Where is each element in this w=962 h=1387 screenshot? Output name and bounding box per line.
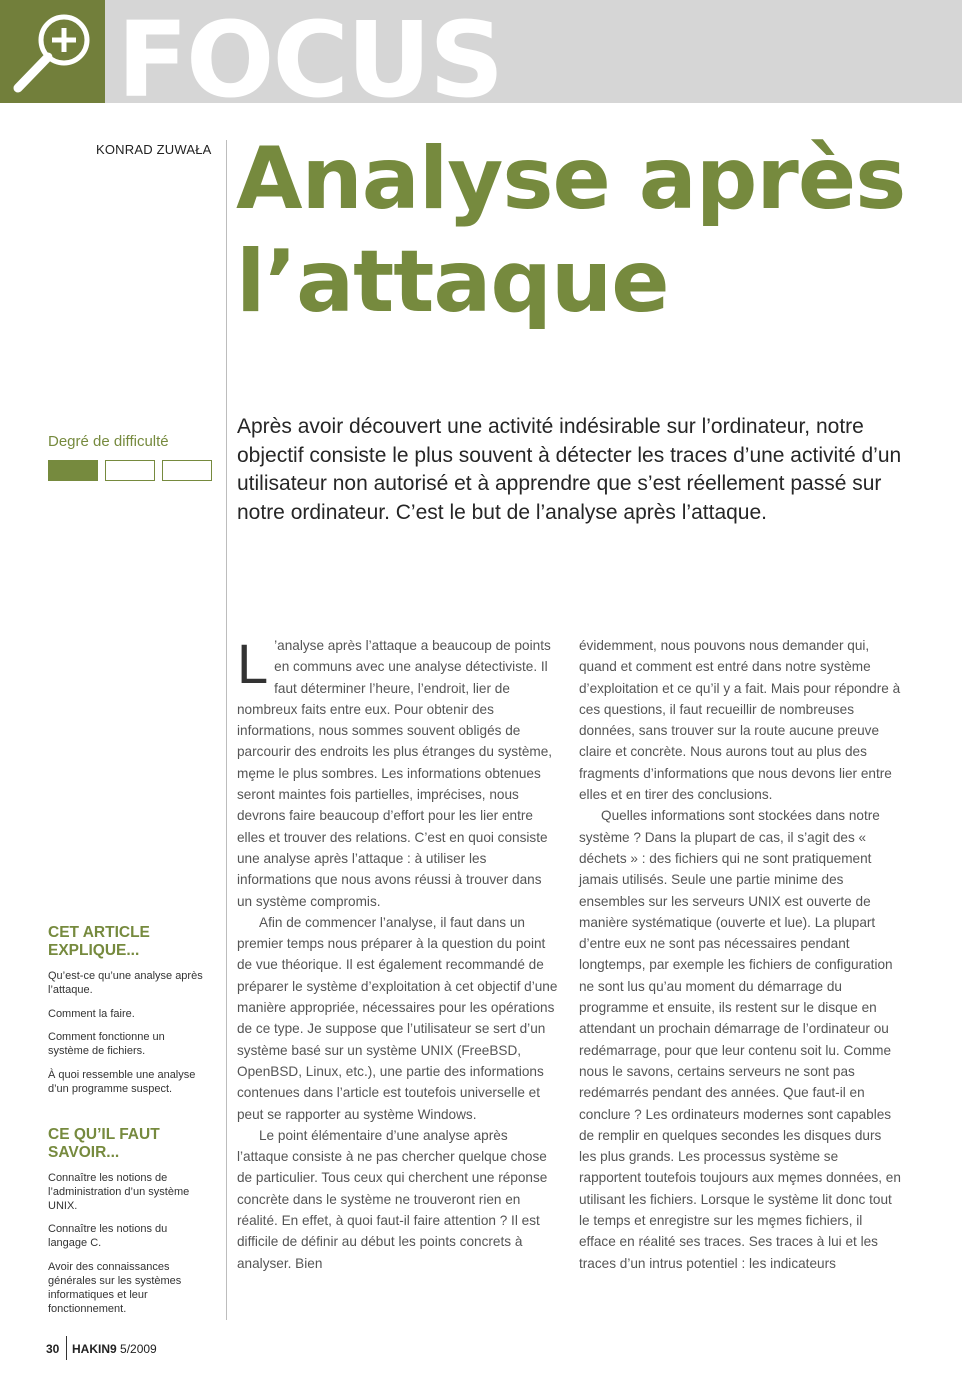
- sidebar-item: Qu’est-ce qu’une analyse après l’attaque.: [48, 970, 203, 996]
- body-column-1: [237, 632, 559, 1274]
- sidebar-item: À quoi ressemble une analyse d’un programme suspect.: [48, 1069, 196, 1095]
- paragraph: Quelles informations sont stockées dans notre système ? Dans la plupart de cas, il s’agit des « déchets » : des fichiers qui ne sont pratiquement jamais utilisés. Seule une partie minime des ensembles sur les serveurs UNIX est ouverte de manière systématique (ouverte et lue). La plupart d’entre eux ne sont pas nécessaires pendant longtemps, par exemple les fichiers de configuration ne sont lus qu’au moment du démarrage du programme et ensuite, ils restent sur le disque en attendant un prochain démarrage de l’ordinateur ou redémarrage, pour que leur contenu soit lu. Comme nous le savons, certains serveurs ne sont pas redémarrés pendant des années. Que faut-il en conclure ? Les ordinateurs modernes sont capables de remplir en quelques secondes les disques durs les plus grands. Les processus système se rapportent toutefois toujours aux mȩmes données, en utilisant les fichiers. Lorsque le système lit donc tout le temps et enregistre sur les mȩmes fichiers, il efface en réalité ses traces. Ses traces à lui et les traces d’un intrus potentiel : les indicateurs: [579, 808, 901, 1271]
- lead-paragraph: Après avoir découvert une activité indésirable sur l’ordinateur, notre objectif consiste le plus souvent à détecter les traces d’une activité d’un utilisateur non autorisé et à apprendre que s’est réellement passé sur notre ordinateur. C’est le but de l’analyse après l’attaque.: [237, 415, 902, 524]
- paragraph-text: ’analyse après l’attaque a beaucoup de points en communs avec une analyse détectiviste. Il faut déterminer l’heure, l’endroit, lier de nombreux faits entre eux. Pour obtenir des informations, nous sommes souvent obligés de parcourir des endroits les plus étranges du système, mȩme le plus sombres. Les informations obtenues seront maintes fois partielles, imprécises, nous devrons faire beaucoup d’effort pour les lier entre elles et trouver des relations. C’est en quoi consiste une analyse après l’attaque : à utiliser les informations que nous avons réussi à trouver dans un système compromis.: [237, 638, 553, 909]
- sidebar-item: Connaître les notions du langage C.: [48, 1223, 168, 1249]
- page-number: 30: [46, 1342, 60, 1356]
- paragraph: [237, 632, 559, 912]
- drop-cap: L: [237, 632, 269, 695]
- section-title: FOCUS: [117, 8, 503, 103]
- sidebar-item: Comment fonctionne un système de fichiers.: [48, 1031, 165, 1057]
- sidebar-item: Avoir des connaissances générales sur les systèmes informatiques et leur fonctionnement.: [48, 1261, 182, 1315]
- author-name: KONRAD ZUWAŁA: [96, 142, 212, 157]
- issue-number: 5/2009: [120, 1342, 157, 1356]
- article-title: Analyse après l’attaque: [236, 129, 906, 332]
- paragraph: évidemment, nous pouvons nous demander qui, quand et comment est entré dans notre système d’exploitation et ce qu’il y a fait. Mais pour répondre à ces questions, il faut recueillir de nombreuses données, sans trouver sur la route aucune preuve claire et concrète. Nous aurons tout au plus des fragments d’informations que nous devons lier entre elles et en tirer des conclusions.: [579, 638, 901, 803]
- paragraph: Afin de commencer l’analyse, il faut dans un premier temps nous préparer à la question du point de vue théorique. Il est également recommandé de préparer le système d’exploitation à cet objectif d’une manière appropriée, nécessaires pour les opérations de ce type. Je suppose que l’utilisateur se sert d’un système basé sur un système UNIX (FreeBSD, OpenBSD, Linux, etc.), une partie des informations contenues dans l’article est toutefois universelle et peut se rapporter au système Windows.: [237, 914, 558, 1122]
- footer-divider: [66, 1336, 67, 1360]
- column-divider: [226, 140, 227, 1320]
- sidebar-item: Comment la faire.: [48, 1008, 135, 1020]
- sidebar-heading-know: CE QU’IL FAUT SAVOIR...: [48, 1126, 160, 1161]
- difficulty-label: Degré de difficulté: [48, 433, 169, 450]
- header-icon-box: [0, 0, 105, 103]
- difficulty-box-2: [105, 460, 155, 481]
- difficulty-box-3: [162, 460, 212, 481]
- difficulty-box-1: [48, 460, 98, 481]
- footer-magazine: [72, 1342, 157, 1356]
- sidebar-heading-explains: CET ARTICLE EXPLIQUE...: [48, 924, 150, 959]
- magazine-name: HAKIN9: [72, 1342, 117, 1356]
- zoom-in-icon: [0, 0, 105, 103]
- body-column-2: [579, 635, 901, 1274]
- paragraph: Le point élémentaire d’une analyse après l’attaque consiste à ne pas chercher quelque chose de particulier. Tous ceux qui cherchent une réponse concrète dans le système ne trouveront rien en réalité. En effet, à quoi faut-il faire attention ? Il est difficile de définir au début les points concrets à analyser. Bien: [237, 1127, 548, 1271]
- sidebar-item: Connaître les notions de l’administration d’un système UNIX.: [48, 1172, 190, 1212]
